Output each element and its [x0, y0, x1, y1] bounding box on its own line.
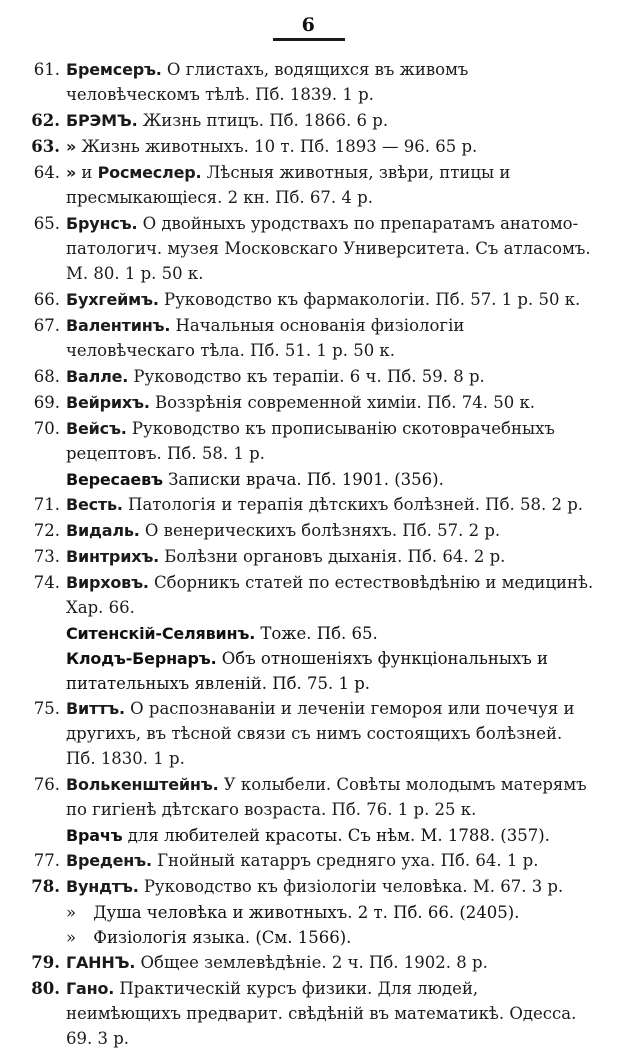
entry-title: Жизнь птицъ. Пб. 1866. 6 р.	[137, 111, 389, 130]
entry-author: Вирховъ.	[66, 573, 149, 592]
entry-title: Общее землевѣдѣнiе. 2 ч. Пб. 1902. 8 р.	[135, 953, 488, 972]
entry-title: У колыбели. Совѣты молодымъ матерямъ по гигiенѣ дѣтскаго возраста. Пб. 76. 1 р. 25 к.	[66, 775, 587, 819]
unnumbered-sub-entry	[22, 823, 595, 848]
entry-main-line	[22, 108, 595, 133]
entry-number: 62.	[31, 111, 60, 130]
sub-entry-author: Ситенскiй-Селявинъ.	[66, 624, 256, 643]
entry-author: Волькенштейнъ.	[66, 775, 219, 794]
ditto-mark-icon: »	[66, 928, 77, 947]
entry-text	[66, 518, 595, 543]
entry-number: 65.	[33, 214, 60, 233]
entry-title: Начальныя основанiя физiологiи человѣческаго тѣла. Пб. 51. 1 р. 50 к.	[66, 316, 465, 360]
entry-author: Весть.	[66, 495, 123, 514]
entry-title: Гнойный катарръ средняго уха. Пб. 64. 1 р.	[151, 851, 539, 870]
entry-text	[66, 160, 595, 210]
entry-main-line	[22, 570, 595, 620]
entry-main-line	[22, 390, 595, 415]
entry-number: 72.	[33, 521, 60, 540]
entry-text	[66, 848, 595, 873]
bibliography-entry	[22, 134, 595, 159]
entry-title: Руководство къ физiологiи человѣка. М. 67. 3 р.	[138, 877, 564, 896]
entry-author: Бухгеймъ.	[66, 290, 159, 309]
entry-main-line	[22, 364, 595, 389]
bibliography-entry	[22, 390, 595, 415]
entry-author: Гано.	[66, 979, 115, 998]
entry-number: 71.	[33, 495, 60, 514]
bibliography-entry	[22, 950, 595, 975]
entry-number: 68.	[33, 367, 60, 386]
entry-title: Практическiй курсъ физики. Для людей, неимѣющихъ предварит. свѣдѣнiй въ математикѣ. Одесса. 69. 3 р.	[66, 979, 577, 1048]
entry-text	[66, 544, 595, 569]
entry-main-line	[22, 696, 595, 771]
entry-text	[66, 772, 595, 822]
entry-text	[66, 57, 595, 107]
entry-number: 79.	[31, 953, 60, 972]
entry-text	[66, 492, 595, 517]
entry-main-line	[22, 544, 595, 569]
entry-coauthor: Росмеслер.	[97, 163, 202, 182]
entry-text	[66, 364, 595, 389]
bibliography-entry	[22, 211, 595, 286]
entry-title: и	[76, 163, 98, 182]
entry-title: Воззрѣнiя современной химiи. Пб. 74. 50 к.	[149, 393, 536, 412]
entry-main-line	[22, 950, 595, 975]
entry-author: Вейсъ.	[66, 419, 127, 438]
bibliography-entry	[22, 874, 595, 950]
bibliography-entry	[22, 57, 595, 107]
entry-text	[66, 874, 595, 899]
entry-continuation-line	[22, 900, 595, 925]
entry-text	[66, 134, 595, 159]
bibliography-entry	[22, 696, 595, 771]
entry-title: О венерическихъ болѣзняхъ. Пб. 57. 2 р.	[139, 521, 501, 540]
header-rule	[273, 38, 345, 41]
entry-number: 67.	[33, 316, 60, 335]
entry-main-line	[22, 160, 595, 210]
entry-author: Бремсеръ.	[66, 60, 162, 79]
bibliography-entry	[22, 313, 595, 363]
entry-main-line	[22, 416, 595, 466]
entry-main-line	[22, 874, 595, 899]
bibliography-entry	[22, 518, 595, 543]
sub-entry-title: Тоже. Пб. 65.	[255, 624, 378, 643]
entry-text	[66, 287, 595, 312]
entry-title-continued: Лѣсныя животныя, звѣри, птицы и пресмыкающiеся. 2 кн. Пб. 67. 4 р.	[66, 163, 511, 207]
entry-main-line	[22, 211, 595, 286]
unnumbered-sub-entry	[22, 621, 595, 646]
sub-entry-title: Объ отношенiяхъ функцiональныхъ и питательныхъ явленiй. Пб. 75. 1 р.	[66, 649, 548, 693]
entry-author: Вейрихъ.	[66, 393, 150, 412]
entry-author: Вреденъ.	[66, 851, 152, 870]
bibliography-entry	[22, 364, 595, 389]
sub-entry-author: Вересаевъ	[66, 470, 163, 489]
unnumbered-sub-entry	[22, 467, 595, 492]
bibliography-entry	[22, 570, 595, 696]
entry-main-line	[22, 848, 595, 873]
entry-number: 75.	[33, 699, 60, 718]
bibliography-entry	[22, 108, 595, 133]
entry-title: О двойныхъ уродствахъ по препаратамъ анатомо-патологич. музея Московскаго Университета. Съ атласомъ. М. 80. 1 р. 50 к.	[66, 214, 591, 283]
entry-main-line	[22, 518, 595, 543]
entry-subtitle: Душа человѣка и животныхъ. 2 т. Пб. 66. (2405).	[88, 903, 520, 922]
entry-author: ГАННЪ.	[66, 953, 136, 972]
entry-text	[66, 570, 595, 620]
entry-text	[66, 211, 595, 286]
unnumbered-sub-entry	[22, 646, 595, 696]
bibliography-list	[22, 57, 595, 1051]
entry-main-line	[22, 976, 595, 1051]
entry-number: 63.	[31, 137, 60, 156]
bibliography-entry	[22, 772, 595, 848]
entry-author: Вундтъ.	[66, 877, 139, 896]
entry-subtitle: Физiологiя языка. (См. 1566).	[88, 928, 352, 947]
entry-main-line	[22, 57, 595, 107]
entry-number: 80.	[31, 979, 60, 998]
sub-entry-author: Врачъ	[66, 826, 123, 845]
entry-continuation-line	[22, 925, 595, 950]
entry-number: 64.	[33, 163, 60, 182]
entry-number: 61.	[33, 60, 60, 79]
entry-number: 69.	[33, 393, 60, 412]
entry-main-line	[22, 287, 595, 312]
entry-title: Патологiя и терапiя дѣтскихъ болѣзней. Пб. 58. 2 р.	[122, 495, 584, 514]
entry-main-line	[22, 313, 595, 363]
entry-text	[66, 416, 595, 466]
ditto-mark-icon: »	[66, 903, 77, 922]
entry-author: »	[66, 163, 77, 182]
bibliography-entry	[22, 160, 595, 210]
entry-author: Виттъ.	[66, 699, 125, 718]
bibliography-entry	[22, 848, 595, 873]
entry-number: 70.	[33, 419, 60, 438]
entry-title: О распознаванiи и леченiи гемороя или почечуя и другихъ, въ тѣсной связи съ нимъ состоящихъ болѣзней. Пб. 1830. 1 р.	[66, 699, 575, 768]
entry-text	[66, 313, 595, 363]
entry-text	[66, 390, 595, 415]
entry-text	[66, 976, 595, 1051]
entry-number: 66.	[33, 290, 60, 309]
entry-main-line	[22, 492, 595, 517]
entry-title: Руководство къ прописыванiю скотоврачебныхъ рецептовъ. Пб. 58. 1 р.	[66, 419, 555, 463]
entry-number: 77.	[33, 851, 60, 870]
bibliography-entry	[22, 416, 595, 492]
bibliography-entry	[22, 544, 595, 569]
bibliography-entry	[22, 492, 595, 517]
entry-title: О глистахъ, водящихся въ живомъ человѣческомъ тѣлѣ. Пб. 1839. 1 р.	[66, 60, 469, 104]
entry-text	[66, 108, 595, 133]
sub-entry-author: Клодъ-Бернаръ.	[66, 649, 217, 668]
sub-entry-title: для любителей красоты. Съ нѣм. М. 1788. (357).	[122, 826, 550, 845]
bibliography-entry	[22, 287, 595, 312]
entry-number: 78.	[31, 877, 60, 896]
entry-number: 73.	[33, 547, 60, 566]
entry-author: Винтрихъ.	[66, 547, 160, 566]
entry-title: Жизнь животныхъ. 10 т. Пб. 1893 — 96. 65 р.	[76, 137, 478, 156]
entry-author: БРЭМЪ.	[66, 111, 138, 130]
entry-author: Видаль.	[66, 521, 140, 540]
entry-author: »	[66, 137, 77, 156]
entry-main-line	[22, 134, 595, 159]
entry-author: Валентинъ.	[66, 316, 171, 335]
entry-title: Болѣзни органовъ дыханiя. Пб. 64. 2 р.	[159, 547, 506, 566]
entry-text	[66, 950, 595, 975]
entry-author: Брунсъ.	[66, 214, 138, 233]
entry-title: Сборникъ статей по естествовѣдѣнiю и медицинѣ. Хар. 66.	[66, 573, 594, 617]
entry-number: 74.	[33, 573, 60, 592]
entry-title: Руководство къ терапiи. 6 ч. Пб. 59. 8 р.	[128, 367, 485, 386]
entry-main-line	[22, 772, 595, 822]
sub-entry-title: Записки врача. Пб. 1901. (356).	[162, 470, 444, 489]
entry-title: Руководство къ фармакологiи. Пб. 57. 1 р. 50 к.	[158, 290, 581, 309]
entry-text	[66, 696, 595, 771]
page-number: 6	[301, 14, 316, 36]
entry-number: 76.	[33, 775, 60, 794]
entry-author: Валле.	[66, 367, 129, 386]
bibliography-entry	[22, 976, 595, 1051]
